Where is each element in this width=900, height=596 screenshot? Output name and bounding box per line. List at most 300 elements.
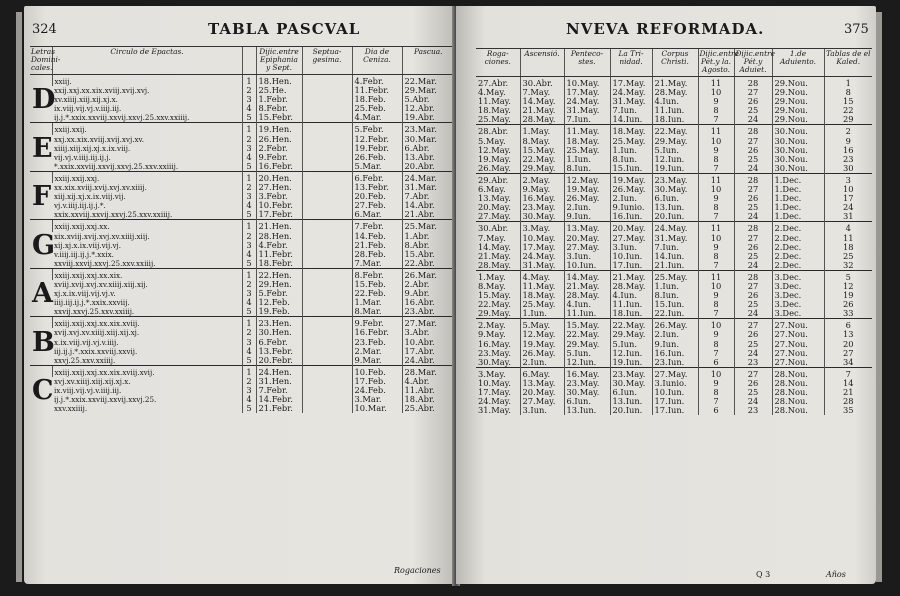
table-cell: 14 (824, 379, 872, 388)
table-cell: 20.May. (564, 234, 610, 243)
table-cell: 1.Dec. (772, 185, 824, 194)
table-cell: 19 (824, 291, 872, 300)
table-cell: 8 (698, 106, 734, 115)
row-index: 5 (242, 404, 256, 413)
table-cell: 28 (734, 173, 772, 185)
table-cell: 27.May. (520, 397, 564, 406)
table-cell: 7.Febr. (256, 386, 302, 395)
left-table-row (30, 404, 454, 413)
table-cell: 6.Febr. (256, 338, 302, 347)
table-cell: 10.May. (520, 234, 564, 243)
table-cell: 13.Iun. (564, 406, 610, 415)
right-col-header-1: Ascensió. (520, 49, 564, 77)
table-cell: 18.May. (520, 291, 564, 300)
table-cell: 25 (734, 252, 772, 261)
table-cell: 7 (698, 164, 734, 174)
left-table-row (30, 113, 454, 123)
table-cell: 9.Iun. (564, 212, 610, 222)
table-cell: 16.May. (520, 194, 564, 203)
row-index: 1 (242, 317, 256, 329)
table-cell: 4.Febr. (352, 75, 402, 87)
table-cell: 24 (734, 115, 772, 125)
table-cell: 29.May. (564, 340, 610, 349)
left-table-row (30, 338, 454, 347)
row-index: 2 (242, 135, 256, 144)
table-cell: 19.Iun. (652, 164, 698, 174)
table-cell: 13 (824, 330, 872, 339)
table-cell: 26 (734, 243, 772, 252)
table-cell: 11.Abr. (402, 386, 454, 395)
table-cell: 11.Iun. (652, 106, 698, 115)
open-book (14, 6, 886, 590)
table-cell: 10.Iun. (610, 252, 652, 261)
table-cell: 14.May. (520, 97, 564, 106)
table-cell: 20.May. (478, 202, 511, 213)
table-cell: 28.Nou. (772, 367, 824, 379)
epact-cycle: xv.xiiij.xiij.xij.xj.x. (54, 95, 118, 105)
row-index: 3 (242, 241, 256, 250)
table-cell: 30.Nou. (772, 125, 824, 137)
table-cell: 25.May. (610, 137, 652, 146)
table-cell: 14.Iun. (652, 252, 698, 261)
table-cell: 16.Febr. (352, 328, 402, 337)
table-cell: 10 (698, 319, 734, 331)
epact-cycle: xxij.xxj.xx.xix.xviij.xvij.xvj. (54, 86, 150, 96)
left-table-row (30, 395, 454, 404)
table-cell: 21.May. (610, 270, 652, 282)
table-cell: 10.Febr. (256, 201, 302, 210)
table-cell: 8.May. (520, 137, 564, 146)
table-cell: 7.May. (478, 232, 506, 243)
table-cell: 12.May. (478, 144, 511, 155)
table-cell: 20.May. (610, 222, 652, 234)
table-cell: 2.May. (476, 319, 520, 331)
left-page (24, 6, 456, 584)
row-index: 1 (242, 123, 256, 135)
table-cell: 2.Febr. (256, 144, 302, 153)
row-index: 2 (242, 280, 256, 289)
table-cell: 8.Iun. (652, 291, 698, 300)
table-cell: 17.Abr. (402, 347, 454, 356)
table-cell (302, 338, 352, 347)
table-cell: 9.May. (520, 185, 564, 194)
table-cell: 18.Iun. (610, 309, 652, 319)
table-cell: 5.Iun. (564, 349, 610, 358)
table-cell (302, 135, 352, 144)
table-cell: 10.May. (564, 77, 610, 89)
left-table-row (30, 250, 454, 259)
row-index: 1 (242, 220, 256, 232)
table-cell: 25.He. (256, 86, 302, 95)
table-cell: 26 (734, 97, 772, 106)
table-cell: 27.Nou. (772, 319, 824, 331)
table-cell (302, 192, 352, 201)
left-catchword: Rogaciones (394, 566, 441, 575)
table-cell: 24 (734, 212, 772, 222)
table-cell: 14.Feb. (352, 232, 402, 241)
table-cell: 17.May. (520, 243, 564, 252)
row-index: 5 (242, 113, 256, 123)
table-cell: 21.May. (520, 106, 564, 115)
right-col-header-7: 1.de Aduiento. (772, 49, 824, 77)
table-cell: 9.Mar. (352, 356, 402, 366)
epact-cycle: xxiij.xxij.xxj.xx.xix.xviij.xvij. (52, 365, 242, 377)
table-cell: 24.May. (610, 88, 652, 97)
table-cell: 1.Dec. (772, 212, 824, 222)
table-cell: 9 (824, 137, 872, 146)
table-cell: 27 (734, 137, 772, 146)
table-cell: 16.Febr. (256, 162, 302, 172)
right-table-row (476, 309, 872, 319)
table-cell (302, 250, 352, 259)
table-cell: 8 (698, 300, 734, 309)
table-cell: 28.May. (478, 259, 511, 270)
table-cell: 28.Abr. (476, 125, 520, 137)
table-cell: 26 (734, 379, 772, 388)
left-page-edges (16, 12, 22, 582)
left-col-header-0: Letras Domini-cales. (30, 47, 52, 75)
table-cell: 31.May. (478, 405, 511, 416)
right-table-row (476, 261, 872, 271)
table-cell: 5.Iun. (610, 340, 652, 349)
table-cell: 26.May. (564, 194, 610, 203)
table-cell: 11 (824, 234, 872, 243)
table-cell: 10 (824, 185, 872, 194)
left-table-row (30, 135, 454, 144)
table-cell: 9.Abr. (402, 289, 454, 298)
table-cell: 9 (698, 194, 734, 203)
table-cell: 17.Feb. (352, 377, 402, 386)
left-table-row (30, 356, 454, 366)
table-cell: 21.Febr. (256, 404, 302, 413)
left-table-row (30, 317, 454, 329)
table-cell: 24.Hen. (256, 365, 302, 377)
table-cell: 20.Feb. (352, 192, 402, 201)
table-cell: 7.Iun. (564, 115, 610, 125)
row-index: 1 (242, 365, 256, 377)
table-cell: 3.Dec. (772, 291, 824, 300)
table-cell: 11.May. (520, 282, 564, 291)
table-cell: 20.Iun. (610, 406, 652, 415)
row-index: 3 (242, 192, 256, 201)
table-cell: 12.May. (564, 173, 610, 185)
table-cell: 11.Febr. (352, 86, 402, 95)
table-cell: 29.Hen. (256, 280, 302, 289)
table-cell: 14.May. (564, 270, 610, 282)
row-index: 3 (242, 144, 256, 153)
table-cell: 8.Iun. (564, 164, 610, 174)
table-cell: 10 (698, 234, 734, 243)
table-cell: 21.Hen. (256, 220, 302, 232)
table-cell: 23 (734, 358, 772, 368)
right-table-row (476, 125, 872, 137)
dominical-letter: E (30, 123, 52, 171)
table-cell: 2.Iun. (564, 203, 610, 212)
row-index: 5 (242, 307, 256, 317)
table-cell: 27 (824, 349, 872, 358)
table-cell: 2 (824, 125, 872, 137)
table-cell: 4.Febr. (256, 241, 302, 250)
table-cell: 11 (698, 125, 734, 137)
table-cell (302, 232, 352, 241)
table-cell: 28.Mar. (402, 365, 454, 377)
table-cell: 24 (734, 164, 772, 174)
table-cell: 8.Mar. (352, 307, 402, 317)
table-cell: 13.May. (564, 222, 610, 234)
table-cell: 1.Dec. (772, 203, 824, 212)
right-page-edges (876, 12, 882, 582)
table-cell: 28.May. (564, 291, 610, 300)
left-table-row (30, 307, 454, 317)
table-cell: 30 (824, 164, 872, 174)
table-cell: 4 (824, 222, 872, 234)
left-col-header-4: Septua-gesima. (302, 47, 352, 75)
table-cell (302, 377, 352, 386)
table-cell: 29.Nou. (772, 115, 824, 125)
left-page-title: TABLA PASCVAL (208, 20, 361, 38)
right-table-row (476, 115, 872, 125)
table-cell: 24.Abr. (402, 356, 454, 366)
table-cell: 20 (824, 340, 872, 349)
table-cell (302, 183, 352, 192)
epact-cycle: xxiij.xxij. (52, 123, 242, 135)
table-cell: 24.May. (478, 396, 511, 407)
table-cell: 3.Febr. (256, 192, 302, 201)
epact-cycle: xij.xj.x.ix.viij.vij.vj. (54, 240, 122, 250)
dominical-letter: G (30, 220, 52, 268)
table-cell: 16.May. (564, 367, 610, 379)
table-cell: 4.Iun. (564, 300, 610, 309)
table-cell (302, 268, 352, 280)
left-col-header-5: Dia de Ceniza. (352, 47, 402, 75)
table-cell: 10.Iun. (564, 261, 610, 271)
epact-cycle: iij.ij.j.*.xxix.xxviij.xxvij. (54, 346, 138, 356)
table-cell: 15 (824, 97, 872, 106)
table-cell: 27.Abr. (476, 77, 520, 89)
table-cell: 25 (824, 252, 872, 261)
table-cell: 6.Mar. (352, 210, 402, 220)
table-cell: 5.May. (478, 135, 506, 146)
row-index: 3 (242, 338, 256, 347)
table-cell: 29.May. (652, 137, 698, 146)
table-cell: 13.Iun. (610, 397, 652, 406)
epact-cycle: xxv.xxiiij. (54, 404, 88, 414)
table-cell: 10 (698, 367, 734, 379)
table-cell: 7.Iun. (610, 106, 652, 115)
left-table-row (30, 241, 454, 250)
right-page-number: 375 (844, 22, 869, 37)
table-cell: 28.Hen. (256, 232, 302, 241)
table-cell: 27.Nou. (772, 330, 824, 339)
right-table-row (476, 358, 872, 368)
table-cell: 23.Hen. (256, 317, 302, 329)
epact-cycle: vij.vj.v.iiij.iij.ij.j. (54, 152, 111, 162)
table-cell: 30.Mar. (402, 135, 454, 144)
table-cell: 26.May. (652, 319, 698, 331)
left-table-row (30, 298, 454, 307)
table-cell (302, 113, 352, 123)
table-cell: 16.Abr. (402, 298, 454, 307)
table-cell (302, 123, 352, 135)
epact-cycle: xxviij.xxvij.xxvj.25.xxv.xxiiij. (54, 258, 156, 268)
epact-cycle: xx.xix.xviij.xvij.xvj.xv.xiiij. (54, 183, 147, 193)
left-col-header-2 (242, 47, 256, 75)
table-cell: 27.Mar. (402, 317, 454, 329)
table-cell: 13.Febr. (256, 347, 302, 356)
table-cell: 14.Iun. (610, 115, 652, 125)
epact-cycle: ix.viij.vij.vj.v.iiij.iij. (54, 386, 122, 395)
table-cell: 28 (734, 270, 772, 282)
table-cell: 1.May. (520, 125, 564, 137)
table-cell: 22.Feb. (352, 289, 402, 298)
table-cell: 4.May. (478, 87, 506, 98)
table-cell: 15.Febr. (256, 113, 302, 123)
table-cell: 28.Feb. (352, 250, 402, 259)
table-cell: 10 (698, 137, 734, 146)
table-cell: 15.Iun. (652, 300, 698, 309)
right-col-header-8: Tablas de el Kaled. (824, 49, 872, 77)
left-table-row (30, 162, 454, 172)
epact-cycle: xxiij. (52, 75, 242, 87)
table-cell (302, 404, 352, 413)
table-cell: 30.Hen. (256, 328, 302, 337)
table-cell: 1.Iun. (610, 146, 652, 155)
table-cell: 22.Iun. (652, 309, 698, 319)
table-cell: 1.Febr. (256, 95, 302, 104)
table-cell: 26 (734, 330, 772, 339)
left-table-row (30, 183, 454, 192)
table-cell: 32 (824, 261, 872, 271)
table-cell: 1.Dec. (772, 194, 824, 203)
table-cell: 8.Iun. (610, 155, 652, 164)
left-page-number: 324 (32, 22, 57, 37)
table-cell: 29.May. (520, 164, 564, 174)
table-cell: 30.May. (610, 379, 652, 388)
table-cell (302, 365, 352, 377)
table-cell: 24.Mar. (402, 171, 454, 183)
table-cell: 10.Abr. (402, 338, 454, 347)
table-cell: 22 (824, 106, 872, 115)
row-index: 5 (242, 259, 256, 269)
left-col-header-3: Dijic.entre Epiphania y Sept. (256, 47, 302, 75)
table-cell: 25.Feb. (352, 104, 402, 113)
table-cell: 17.May. (564, 88, 610, 97)
left-table-row (30, 95, 454, 104)
table-cell: 3.Dec. (772, 300, 824, 309)
table-cell: 19.May. (520, 340, 564, 349)
left-table-row (30, 365, 454, 377)
table-cell: 5.Febr. (352, 123, 402, 135)
epact-cycle: xxiij.xxij.xxj.xx.xix.xviij. (52, 317, 242, 329)
epact-cycle: iiij.iij.ij.j.*.xxix.xxviij. (54, 298, 130, 308)
table-cell: 7 (824, 367, 872, 379)
table-cell: 11.May. (478, 96, 511, 107)
table-cell: 22.May. (610, 319, 652, 331)
table-cell: 9 (698, 243, 734, 252)
table-cell: 14.Febr. (256, 395, 302, 404)
epact-cycle: xiij.xij.xj.x.ix.viij.vij. (54, 192, 126, 202)
table-cell: 31.May. (520, 261, 564, 271)
table-cell (302, 317, 352, 329)
table-cell: 27.Nou. (772, 349, 824, 358)
table-cell: 29.Nou. (772, 106, 824, 115)
table-cell: 17.Iun. (652, 406, 698, 415)
table-cell: 3.May. (476, 367, 520, 379)
table-cell: 7 (698, 212, 734, 222)
table-cell: 2.Iun. (610, 194, 652, 203)
table-cell (302, 210, 352, 220)
table-cell: 25.Abr. (402, 404, 454, 413)
table-cell: 30.Nou. (772, 137, 824, 146)
table-cell: 3.Iun. (610, 243, 652, 252)
left-table-row (30, 144, 454, 153)
table-cell: 2.Dec. (772, 261, 824, 271)
row-index: 5 (242, 162, 256, 172)
table-cell: 7 (698, 349, 734, 358)
table-cell: 25.May. (564, 146, 610, 155)
table-cell: 3.May. (520, 222, 564, 234)
table-cell: 13.Abr. (402, 153, 454, 162)
dominical-letter: D (30, 75, 52, 123)
table-cell: 30.May. (478, 356, 511, 367)
table-cell: 12.Feb. (256, 298, 302, 307)
table-cell: 26 (734, 194, 772, 203)
table-cell: 6.Iun. (652, 194, 698, 203)
left-table-row (30, 153, 454, 162)
table-cell: 6 (698, 358, 734, 368)
epact-cycle: xxiij.xxij.xxj.xx. (52, 220, 242, 232)
table-cell: 24 (734, 309, 772, 319)
table-cell: 30.Nou. (772, 155, 824, 164)
row-index: 3 (242, 386, 256, 395)
table-cell: 16.Iun. (652, 349, 698, 358)
table-cell: 8 (698, 203, 734, 212)
table-cell: 19.Febr. (352, 144, 402, 153)
table-cell: 16.Iun. (610, 212, 652, 222)
table-cell: 20.Hen. (256, 171, 302, 183)
table-cell: 31.Hen. (256, 377, 302, 386)
table-cell: 3.Iunio. (652, 379, 698, 388)
table-cell: 31.Mar. (402, 183, 454, 192)
table-cell (302, 153, 352, 162)
table-cell: 3.Iun. (520, 406, 564, 415)
table-cell: 10 (698, 88, 734, 97)
table-cell (302, 75, 352, 87)
table-cell: 28 (734, 125, 772, 137)
table-cell: 10 (698, 282, 734, 291)
table-cell: 31.May. (564, 106, 610, 115)
table-cell (302, 259, 352, 269)
table-cell (302, 289, 352, 298)
left-table-row (30, 192, 454, 201)
table-cell: 5.Abr. (402, 95, 454, 104)
table-cell: 15.May. (520, 146, 564, 155)
table-cell (302, 298, 352, 307)
table-cell: 9.Febr. (352, 317, 402, 329)
table-cell: 19.May. (610, 173, 652, 185)
epact-cycle: xvij.xvj.xv.xiiij.xiij.xij.xj. (54, 328, 140, 338)
table-cell: 8 (698, 155, 734, 164)
table-cell (302, 347, 352, 356)
row-index: 4 (242, 250, 256, 259)
table-cell: 10.Mar. (352, 404, 402, 413)
table-cell: 19.Feb. (256, 307, 302, 317)
table-cell: 24.May. (520, 252, 564, 261)
table-cell: 26 (734, 146, 772, 155)
table-cell: 1.Dec. (772, 173, 824, 185)
row-index: 1 (242, 268, 256, 280)
table-cell: 22.May. (652, 125, 698, 137)
